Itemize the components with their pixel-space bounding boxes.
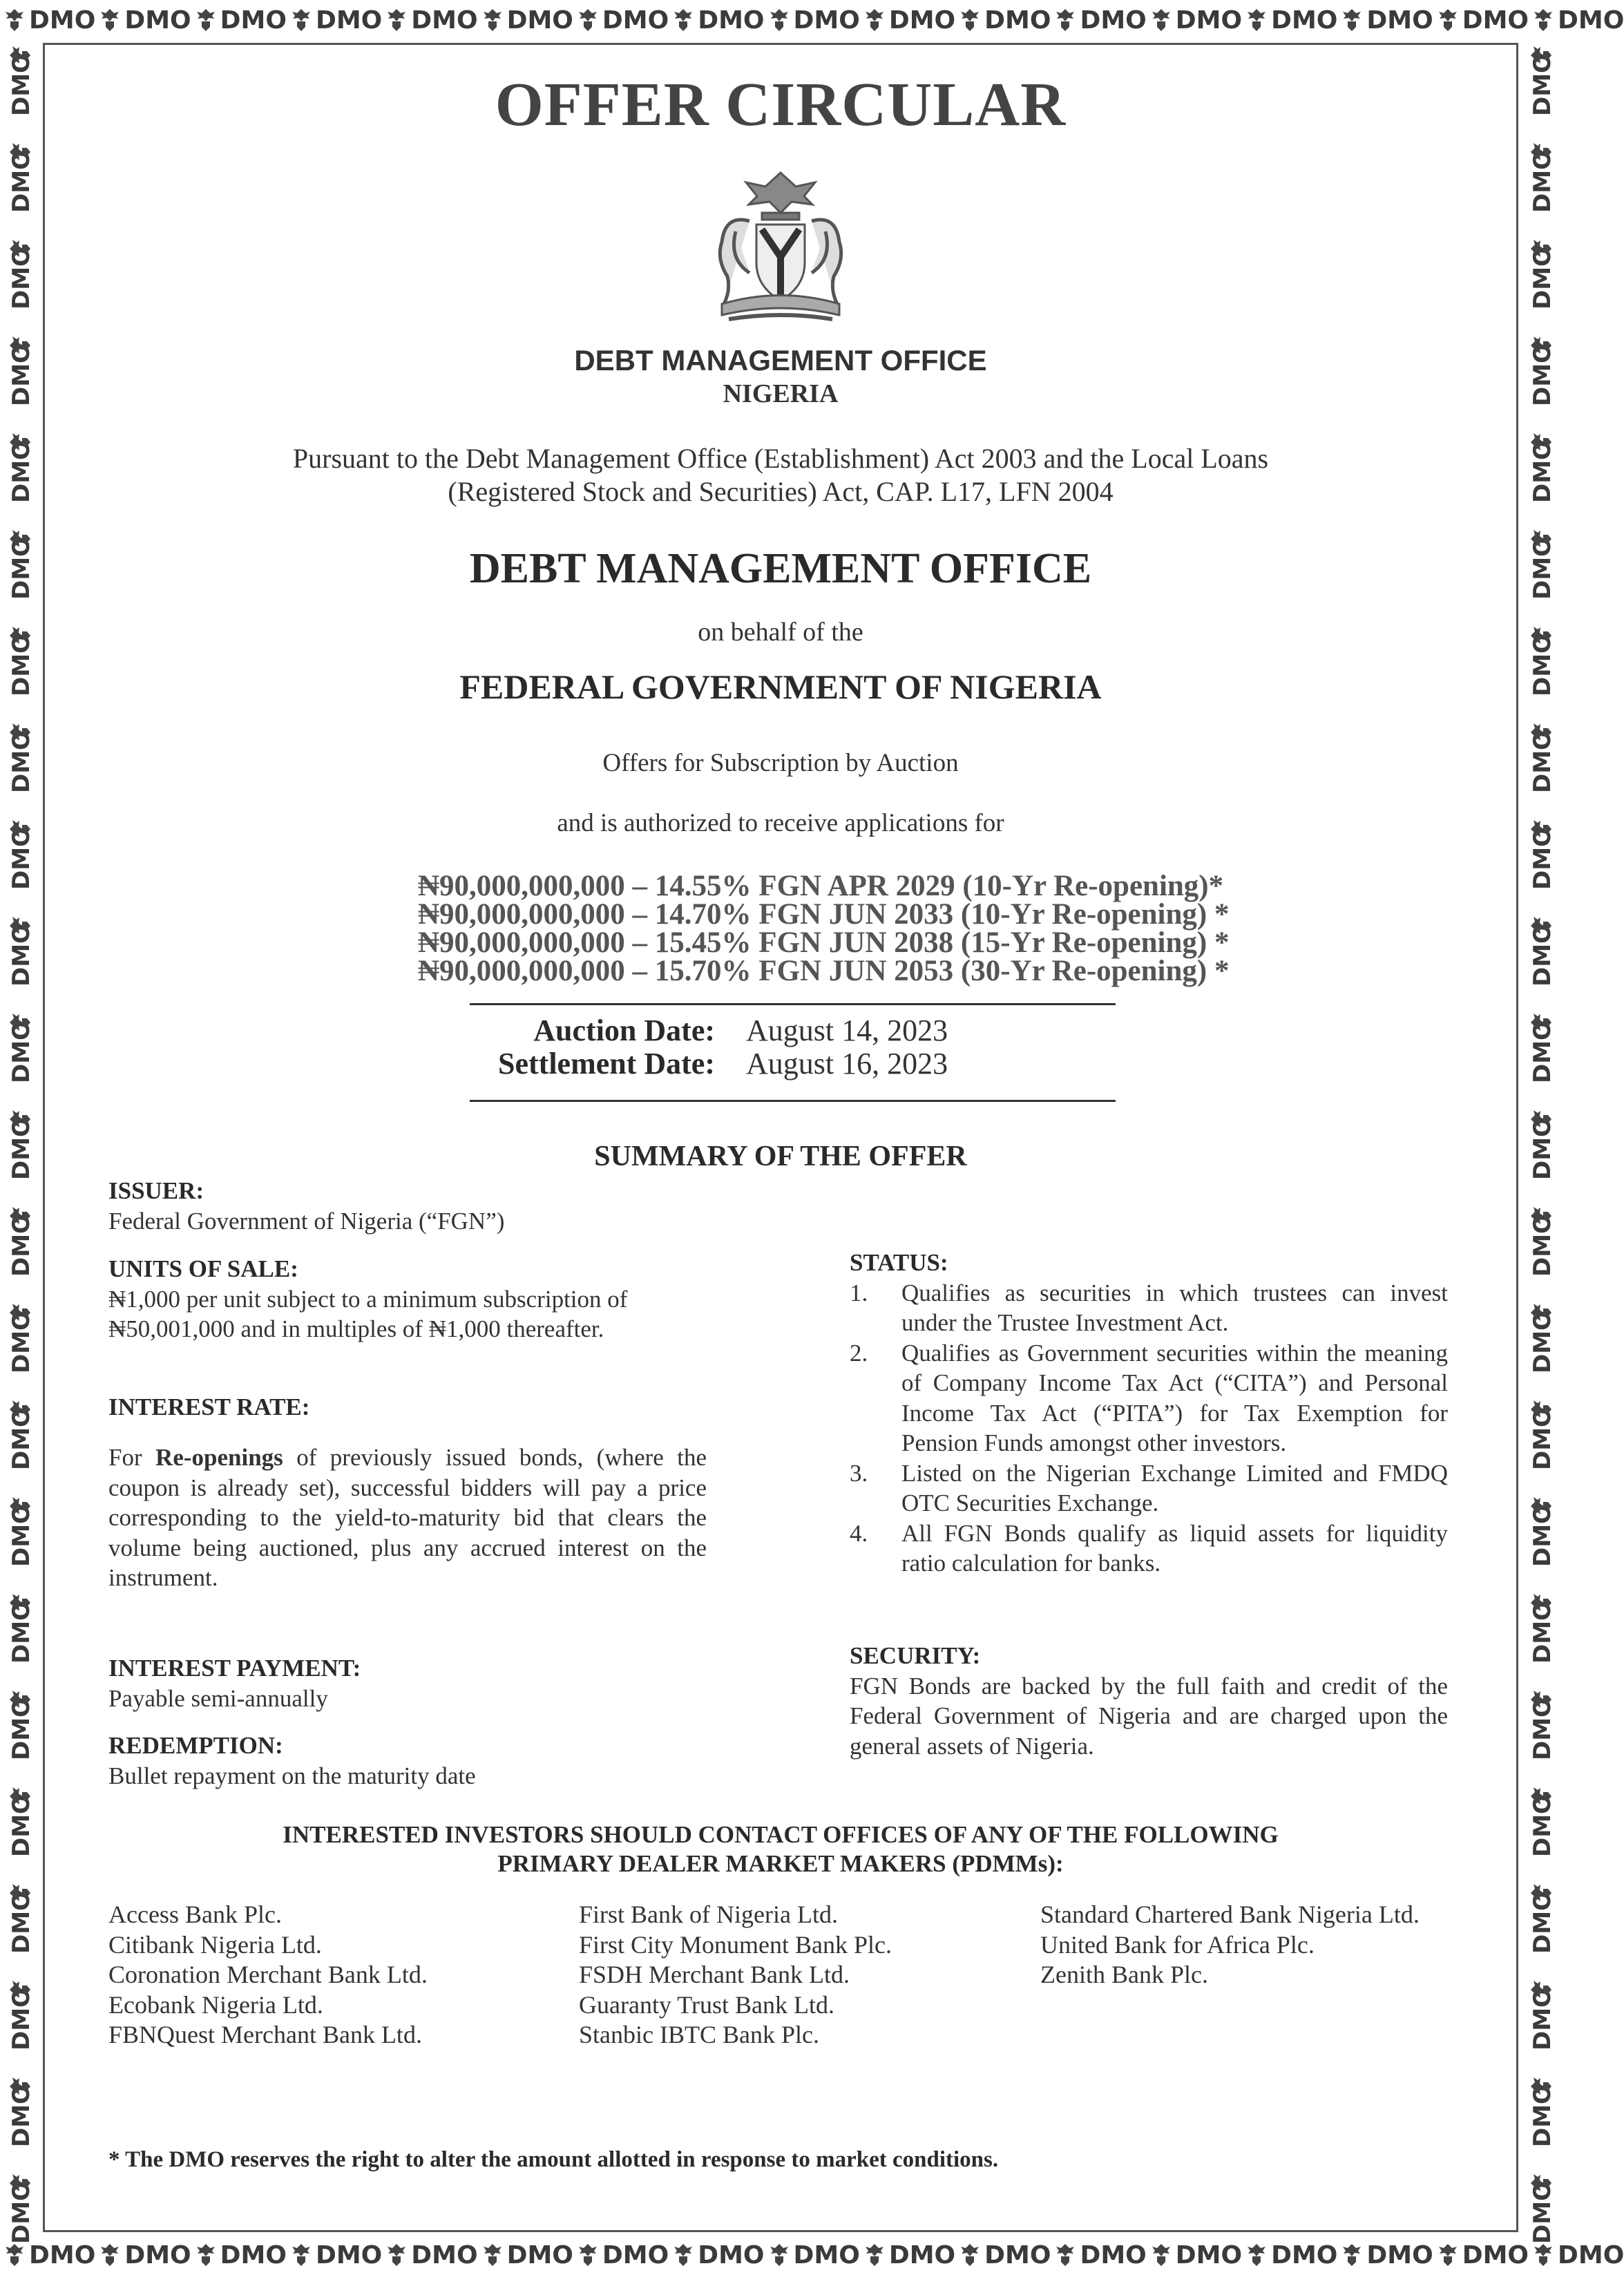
issuer-label: ISSUER: — [108, 1177, 204, 1204]
svg-text:DMO: DMO — [8, 1794, 35, 1857]
footnote: * The DMO reserves the right to alter the amount allotted in response to market conditions. — [108, 2147, 999, 2172]
svg-text:DMO: DMO — [1529, 924, 1556, 987]
svg-text:DMO: DMO — [8, 2181, 35, 2244]
list-item: Ecobank Nigeria Ltd. — [108, 1990, 323, 2019]
border-tile: DMO — [1242, 2241, 1337, 2269]
auction-dates — [470, 1014, 1116, 1081]
border-tile — [1529, 1304, 1556, 1373]
border-tile — [1529, 1497, 1556, 1567]
security-label: SECURITY: — [850, 1642, 981, 1669]
bond-line: ₦90,000,000,000 – 14.70% FGN JUN 2033 (10-Yr Re-opening) * — [418, 898, 1230, 931]
border-tile: DMO — [669, 2241, 764, 2269]
contact-line-2: PRIMARY DEALER MARKET MAKERS (PDMMs): — [497, 1850, 1064, 1877]
svg-text:DMO: DMO — [1529, 343, 1556, 406]
svg-text:DMO: DMO — [8, 1407, 35, 1470]
svg-text:DMO: DMO — [1529, 1407, 1556, 1470]
svg-text:DMO: DMO — [8, 1601, 35, 1664]
units-section — [108, 1254, 707, 1344]
svg-text:DMO: DMO — [1529, 2181, 1556, 2244]
border-tile — [1529, 1594, 1556, 1664]
svg-text:DMO: DMO — [1529, 440, 1556, 503]
svg-text:DMO: DMO — [8, 247, 35, 310]
summary-heading: SUMMARY OF THE OFFER — [594, 1141, 967, 1172]
list-item: United Bank for Africa Plc. — [1040, 1930, 1315, 1959]
interest-payment-section — [108, 1653, 707, 1713]
svg-text:DMO: DMO — [8, 730, 35, 793]
svg-text:DMO: DMO — [8, 343, 35, 406]
list-item: First Bank of Nigeria Ltd. — [579, 1901, 838, 1928]
svg-text:DMO: DMO — [1529, 827, 1556, 890]
svg-text:DMO: DMO — [1529, 1504, 1556, 1567]
border-tile — [1529, 2174, 1556, 2244]
border-top — [0, 0, 1624, 40]
svg-text:DMO: DMO — [1529, 1214, 1556, 1277]
border-tile: DMO — [382, 6, 477, 35]
offers-text: Offers for Subscription by Auction — [602, 749, 959, 777]
svg-text:DMO: DMO — [8, 924, 35, 987]
list-item: Access Bank Plc. — [108, 1901, 282, 1928]
interest-payment-value: Payable semi-annually — [108, 1684, 328, 1712]
contact-heading — [0, 1820, 1561, 1878]
border-tile: DMO — [191, 6, 287, 35]
svg-text:DMO: DMO — [8, 440, 35, 503]
pdmm-column-1 — [108, 1900, 428, 2050]
auction-date-label: Auction Date: — [533, 1013, 715, 1047]
border-tile: DMO — [382, 2241, 477, 2269]
reopenings-emphasis: Re-openings — [155, 1444, 283, 1471]
border-bottom — [0, 2235, 1624, 2275]
border-tile: DMO — [287, 6, 382, 35]
bond-offerings — [418, 872, 1357, 985]
svg-text:DMO: DMO — [1529, 2084, 1556, 2147]
redemption-value: Bullet repayment on the maturity date — [108, 1762, 476, 1789]
svg-text:DMO: DMO — [1529, 1020, 1556, 1083]
bond-line: ₦90,000,000,000 – 14.55% FGN APR 2029 (10-Yr Re-opening)* — [418, 870, 1224, 902]
border-tile: DMO — [1147, 2241, 1242, 2269]
svg-text:DMO: DMO — [1529, 150, 1556, 213]
list-item: Guaranty Trust Bank Ltd. — [579, 1990, 835, 2019]
svg-text:DMO: DMO — [1529, 53, 1556, 116]
border-tile: DMO — [669, 6, 764, 35]
settlement-date-label: Settlement Date: — [498, 1047, 715, 1081]
bond-line: ₦90,000,000,000 – 15.45% FGN JUN 2038 (15-Yr Re-opening) * — [418, 926, 1230, 959]
interest-rate-text — [108, 1443, 707, 1593]
border-tile: DMO — [1433, 2241, 1529, 2269]
border-tile — [1529, 240, 1556, 310]
security-section — [850, 1641, 1448, 1761]
list-item: Zenith Bank Plc. — [1040, 1961, 1208, 1988]
divider — [470, 1100, 1116, 1102]
interest-rate-label: INTEREST RATE: — [108, 1393, 310, 1420]
list-item: First City Monument Bank Plc. — [579, 1930, 892, 1959]
org-name: DEBT MANAGEMENT OFFICE — [574, 344, 987, 377]
border-tile: DMO — [955, 6, 1051, 35]
border-tile — [1529, 1884, 1556, 1954]
list-item: Coronation Merchant Bank Ltd. — [108, 1961, 428, 1988]
border-tile: DMO — [95, 6, 191, 35]
auction-date-value: August 14, 2023 — [746, 1013, 948, 1047]
border-tile — [8, 917, 35, 987]
border-tile: DMO — [860, 6, 955, 35]
svg-text:DMO: DMO — [1529, 1311, 1556, 1373]
svg-text:DMO: DMO — [8, 1988, 35, 2050]
government-heading: FEDERAL GOVERNMENT OF NIGERIA — [459, 667, 1102, 706]
border-tile: DMO — [1337, 6, 1433, 35]
list-item: FBNQuest Merchant Bank Ltd. — [108, 2021, 422, 2048]
border-tile: DMO — [1529, 2241, 1624, 2269]
border-tile: DMO — [860, 2241, 955, 2269]
svg-text:DMO: DMO — [8, 2084, 35, 2147]
border-tile: DMO — [765, 2241, 860, 2269]
border-tile: DMO — [1337, 2241, 1433, 2269]
border-tile — [8, 1013, 35, 1083]
pursuant-text — [0, 442, 1561, 508]
settlement-date-value: August 16, 2023 — [746, 1047, 948, 1081]
border-tile: DMO — [955, 2241, 1051, 2269]
border-tile: DMO — [1242, 6, 1337, 35]
border-tile — [1529, 1013, 1556, 1083]
svg-text:DMO: DMO — [8, 1117, 35, 1180]
border-tile — [1529, 917, 1556, 987]
svg-text:DMO: DMO — [1529, 247, 1556, 310]
svg-text:DMO: DMO — [1529, 1697, 1556, 1760]
border-tile — [8, 2077, 35, 2147]
list-item: 1. Qualifies as securities in which trustees can invest under the Trustee Investment Act. — [850, 1279, 1448, 1336]
document-title: OFFER CIRCULAR — [495, 70, 1067, 139]
redemption-label: REDEMPTION: — [108, 1732, 283, 1759]
status-list — [850, 1278, 1448, 1579]
border-tile: DMO — [287, 2241, 382, 2269]
border-tile: DMO — [478, 6, 573, 35]
security-value: FGN Bonds are backed by the full faith and credit of the Federal Government of Nigeria and are charged upon the general assets of Nigeria. — [850, 1672, 1448, 1760]
border-tile — [8, 2174, 35, 2244]
border-tile: DMO — [1529, 6, 1624, 35]
svg-text:DMO: DMO — [1529, 1988, 1556, 2050]
svg-text:DMO: DMO — [8, 1020, 35, 1083]
svg-text:DMO: DMO — [1529, 1891, 1556, 1954]
border-tile: DMO — [191, 2241, 287, 2269]
svg-text:DMO: DMO — [8, 1697, 35, 1760]
border-tile — [8, 1304, 35, 1373]
bond-line: ₦90,000,000,000 – 15.70% FGN JUN 2053 (30-Yr Re-opening) * — [418, 955, 1230, 987]
interest-post: of previously issued bonds, (where the coupon is already set), successful bidders will pay a price corresponding to the yield-to-maturity bid that clears the volume being auctioned, plus any accrued interest on the instrument. — [108, 1444, 707, 1591]
list-item: FSDH Merchant Bank Ltd. — [579, 1961, 850, 1988]
interest-rate-label-section — [108, 1392, 707, 1422]
svg-text:DMO: DMO — [8, 537, 35, 600]
office-heading: DEBT MANAGEMENT OFFICE — [469, 545, 1092, 592]
border-tile — [8, 143, 35, 213]
border-tile — [8, 1497, 35, 1567]
border-tile — [8, 1691, 35, 1760]
border-tile: DMO — [1147, 6, 1242, 35]
list-item: Standard Chartered Bank Nigeria Ltd. — [1040, 1901, 1420, 1928]
coat-of-arms-icon — [708, 166, 853, 325]
country-name: NIGERIA — [723, 379, 839, 408]
pdmm-column-3 — [1040, 1900, 1420, 1990]
border-tile: DMO — [1433, 6, 1529, 35]
svg-text:DMO: DMO — [1529, 730, 1556, 793]
border-tile — [1529, 1207, 1556, 1277]
list-item: 4. All FGN Bonds qualify as liquid assets for liquidity ratio calculation for banks. — [850, 1519, 1448, 1577]
svg-text:DMO: DMO — [8, 1504, 35, 1567]
interest-payment-label: INTEREST PAYMENT: — [108, 1655, 361, 1682]
border-tile: DMO — [573, 6, 669, 35]
issuer-value: Federal Government of Nigeria (“FGN”) — [108, 1207, 505, 1235]
svg-text:DMO: DMO — [1529, 537, 1556, 600]
svg-text:DMO: DMO — [1529, 634, 1556, 696]
svg-text:DMO: DMO — [1529, 1601, 1556, 1664]
svg-text:DMO: DMO — [8, 150, 35, 213]
border-tile: DMO — [95, 2241, 191, 2269]
units-value: ₦1,000 per unit subject to a minimum subscription of ₦50,001,000 and in multiples of ₦1,000 thereafter. — [108, 1285, 628, 1342]
border-tile — [1529, 143, 1556, 213]
border-tile — [1529, 1400, 1556, 1470]
units-label: UNITS OF SALE: — [108, 1255, 298, 1282]
list-item: 2. Qualifies as Government securities within the meaning of Company Income Tax Act (“CITA”) and Personal Income Tax Act (“PITA”) for Tax Exemption for Pension Funds amongst other investors. — [850, 1339, 1448, 1456]
authorized-text: and is authorized to receive applications for — [557, 809, 1004, 837]
svg-text:DMO: DMO — [8, 1214, 35, 1277]
status-section — [850, 1248, 1448, 1579]
border-tile — [8, 1207, 35, 1277]
divider — [470, 1003, 1116, 1005]
border-tile: DMO — [0, 6, 95, 35]
contact-line-1: INTERESTED INVESTORS SHOULD CONTACT OFFICES OF ANY OF THE FOLLOWING — [283, 1821, 1279, 1848]
border-tile: DMO — [765, 6, 860, 35]
pdmm-column-2 — [579, 1900, 892, 2050]
border-tile — [1529, 1691, 1556, 1760]
border-tile — [1529, 2077, 1556, 2147]
svg-text:DMO: DMO — [8, 634, 35, 696]
status-label: STATUS: — [850, 1249, 948, 1276]
border-tile: DMO — [0, 2241, 95, 2269]
border-tile — [8, 240, 35, 310]
redemption-section — [108, 1731, 707, 1791]
border-tile — [8, 1400, 35, 1470]
border-tile: DMO — [573, 2241, 669, 2269]
list-item: Stanbic IBTC Bank Plc. — [579, 2021, 819, 2048]
pursuant-line-1: Pursuant to the Debt Management Office (Establishment) Act 2003 and the Local Loans — [292, 443, 1269, 474]
svg-text:DMO: DMO — [1529, 1117, 1556, 1180]
svg-text:DMO: DMO — [8, 1891, 35, 1954]
svg-text:DMO: DMO — [8, 1311, 35, 1373]
border-tile — [8, 1884, 35, 1954]
border-tile — [1529, 1981, 1556, 2050]
on-behalf-text: on behalf of the — [698, 618, 863, 647]
border-tile: DMO — [1051, 6, 1146, 35]
svg-text:DMO: DMO — [1529, 1794, 1556, 1857]
svg-text:DMO: DMO — [8, 827, 35, 890]
interest-pre: For — [108, 1444, 142, 1471]
svg-text:DMO: DMO — [8, 53, 35, 116]
list-item: Citibank Nigeria Ltd. — [108, 1930, 322, 1959]
border-tile: DMO — [1051, 2241, 1146, 2269]
border-tile — [8, 1594, 35, 1664]
list-item: 3. Listed on the Nigerian Exchange Limited and FMDQ OTC Securities Exchange. — [850, 1459, 1448, 1516]
border-tile: DMO — [478, 2241, 573, 2269]
pursuant-line-2: (Registered Stock and Securities) Act, CAP. L17, LFN 2004 — [448, 476, 1114, 507]
border-tile — [8, 1981, 35, 2050]
issuer-section — [108, 1176, 707, 1236]
